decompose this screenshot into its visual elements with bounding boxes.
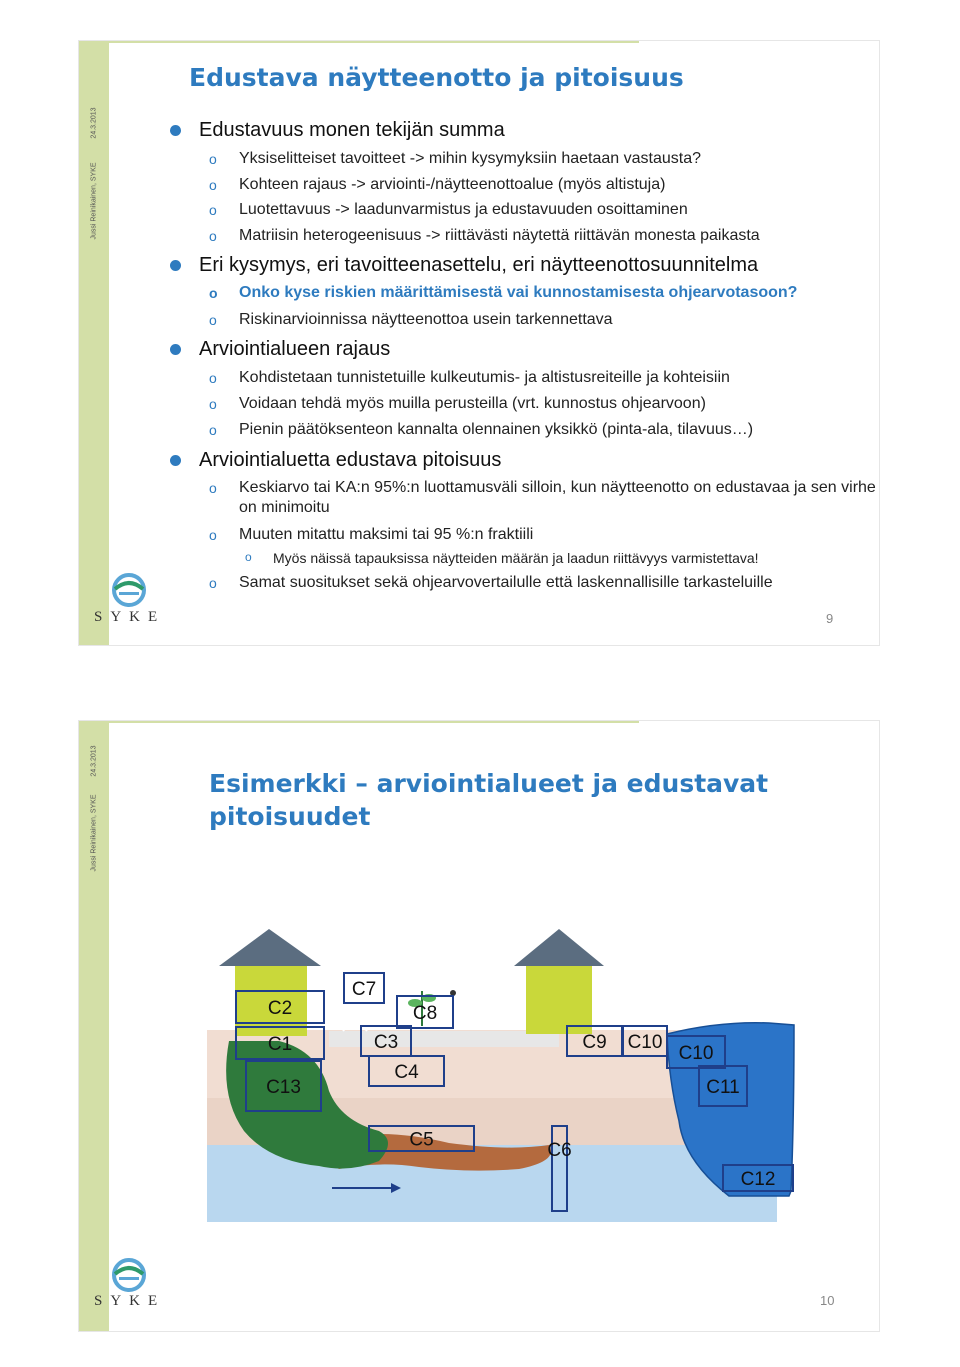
sample-label: C2 xyxy=(267,998,293,1019)
slide-10 xyxy=(78,720,880,1332)
slide-9 xyxy=(78,40,880,646)
sample-label: C6 xyxy=(547,1140,572,1161)
bullet-item: o Luotettavuus -> laadunvarmistus ja edustavuuden osoittaminen xyxy=(209,201,688,218)
sample-label: C9 xyxy=(582,1032,607,1053)
sample-label: C11 xyxy=(706,1077,740,1098)
house-1-roof xyxy=(219,929,321,966)
slide-title: Esimerkki – arviointialueet ja edustavat pitoisuudet xyxy=(209,769,769,831)
sample-label: C7 xyxy=(351,979,377,1000)
bullet-heading-1: Edustavuus monen tekijän summa xyxy=(199,119,505,142)
bullet-dot xyxy=(170,344,181,355)
syke-logo-text: SYKE xyxy=(94,609,166,625)
bullet-item: o Matriisin heterogeenisuus -> riittävästi näytettä riittävän monesta paikasta xyxy=(209,227,760,244)
bullet-heading-2: Eri kysymys, eri tavoitteenasettelu, eri näytteenottosuunnitelma xyxy=(199,254,758,277)
side-author: Jussi Reinikainen, SYKE xyxy=(90,162,98,240)
sample-label: C12 xyxy=(740,1169,776,1190)
house-2-wall xyxy=(526,966,592,1034)
bullet-item: o Riskinarvioinnissa näytteenottoa usein tarkennettava xyxy=(209,311,613,328)
bullet-dot xyxy=(170,125,181,136)
bullet-heading-3: Arviointialueen rajaus xyxy=(199,338,390,361)
sample-label: C13 xyxy=(266,1077,301,1098)
page-number: 10 xyxy=(820,1293,835,1308)
sample-label: C4 xyxy=(394,1062,419,1083)
bullet-item: o Yksiselitteiset tavoitteet -> mihin kysymyksiin haetaan vastausta? xyxy=(209,150,701,167)
syke-logo-icon xyxy=(109,573,149,607)
road xyxy=(329,1031,559,1047)
bullet-item: o Voidaan tehdä myös muilla perusteilla (vrt. kunnostus ohjearvoon) xyxy=(209,395,706,412)
site-diagram xyxy=(79,721,879,1331)
bullet-item: o Samat suositukset sekä ohjearvovertailulle että laskennallisille tarkasteluille xyxy=(209,574,773,591)
side-author: Jussi Reinikainen, SYKE xyxy=(90,794,98,872)
house-2-roof xyxy=(514,929,604,966)
bullet-item: o Keskiarvo tai KA:n 95%:n luottamusväli silloin, kun näytteenotto on edustavaa ja sen virhe on minimoitu xyxy=(209,479,876,516)
bullet-item: o Muuten mitattu maksimi tai 95 %:n fraktiili xyxy=(209,526,534,543)
top-line xyxy=(79,41,639,43)
sample-label: C8 xyxy=(412,1003,438,1024)
bullet-heading-4: Arviointialuetta edustava pitoisuus xyxy=(199,449,501,472)
syke-logo-text: SYKE xyxy=(94,1293,166,1309)
sample-label: C10 xyxy=(627,1032,663,1053)
sample-label: C5 xyxy=(409,1129,434,1151)
side-date: 24.3.2013 xyxy=(90,745,98,777)
sample-label: C3 xyxy=(373,1032,399,1053)
bullet-item: o Kohdistetaan tunnistetuille kulkeutumis- ja altistusreiteille ja kohteisiin xyxy=(209,369,730,386)
bullet-dot xyxy=(170,260,181,271)
bullet-dot xyxy=(170,455,181,466)
syke-logo-icon xyxy=(109,1258,149,1292)
sample-label: C10 xyxy=(678,1043,714,1064)
bullet-item: o Kohteen rajaus -> arviointi-/näytteenottoalue (myös altistuja) xyxy=(209,176,666,193)
slide-title: Edustava näytteenotto ja pitoisuus xyxy=(189,63,684,92)
sample-label: C1 xyxy=(267,1034,293,1055)
page-number: 9 xyxy=(826,611,834,626)
bullet-item-highlight: o Onko kyse riskien määrittämisestä vai kunnostamisesta ohjearvotasoon? xyxy=(209,284,798,301)
sub-bullet-item: o Myös näissä tapauksissa näytteiden määrän ja laadun riittävyys varmistettava! xyxy=(245,550,759,566)
side-date: 24.3.2013 xyxy=(90,107,98,139)
bullet-item: o Pienin päätöksenteon kannalta olennainen yksikkö (pinta-ala, tilavuus…) xyxy=(209,421,754,438)
